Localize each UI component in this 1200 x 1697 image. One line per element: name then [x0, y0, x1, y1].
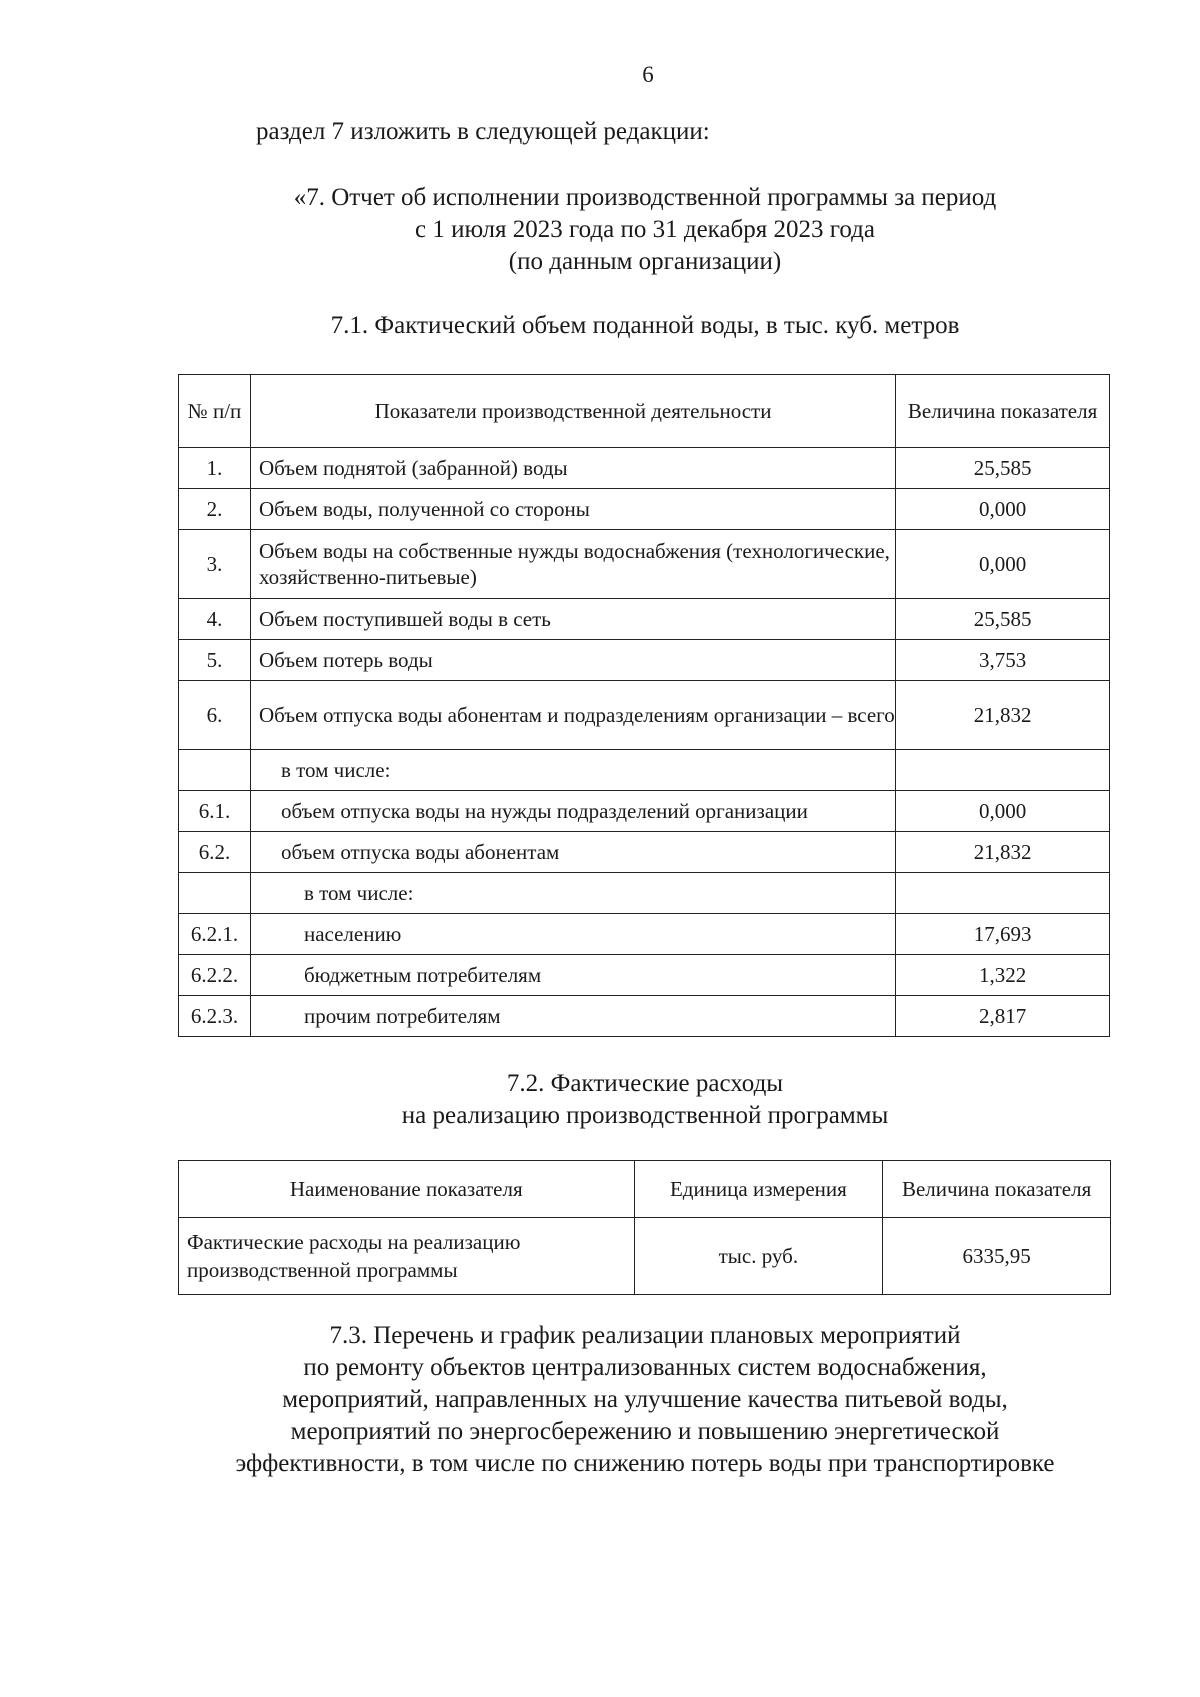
- row-value: 25,585: [896, 599, 1110, 640]
- table-row: [179, 996, 1110, 1037]
- intro-text: раздел 7 изложить в следующей редакции:: [256, 118, 710, 145]
- section-73-heading-line: эффективности, в том числе по снижению потерь воды при транспортировке: [235, 1450, 1055, 1477]
- row-num: 3.: [179, 530, 251, 599]
- row-num: [179, 873, 251, 914]
- row-num: 6.: [179, 681, 251, 750]
- table-row: [179, 873, 1110, 914]
- table-row: [179, 681, 1110, 750]
- row-name: бюджетным потребителям: [250, 955, 895, 996]
- row-name: Объем воды, полученной со стороны: [250, 489, 895, 530]
- row-value: 17,693: [896, 914, 1110, 955]
- row-value: 6335,95: [883, 1218, 1111, 1295]
- row-name: в том числе:: [250, 873, 895, 914]
- section-72-heading-line: 7.2. Фактические расходы: [506, 1070, 784, 1097]
- row-num: 6.2.2.: [179, 955, 251, 996]
- table-row: [179, 489, 1110, 530]
- header-value: Величина показателя: [896, 375, 1110, 448]
- row-value: 2,817: [896, 996, 1110, 1037]
- section-73-heading-line: мероприятий, направленных на улучшение качества питьевой воды,: [282, 1386, 1008, 1413]
- row-name: прочим потребителям: [250, 996, 895, 1037]
- header-indicator-name: Наименование показателя: [179, 1161, 635, 1218]
- row-name: в том числе:: [250, 750, 895, 791]
- row-name: Объем поступившей воды в сеть: [250, 599, 895, 640]
- table-row: [179, 750, 1110, 791]
- header-indicator: Показатели производственной деятельности: [250, 375, 895, 448]
- row-value: [896, 750, 1110, 791]
- row-value: 21,832: [896, 832, 1110, 873]
- row-num: 2.: [179, 489, 251, 530]
- row-value: 0,000: [896, 530, 1110, 599]
- header-num: № п/п: [179, 375, 251, 448]
- row-value: 3,753: [896, 640, 1110, 681]
- row-value: 21,832: [896, 681, 1110, 750]
- table-row: [179, 832, 1110, 873]
- row-num: 6.2.3.: [179, 996, 251, 1037]
- page-number: 6: [642, 62, 654, 87]
- row-num: 5.: [179, 640, 251, 681]
- expenses-table: [178, 1160, 1111, 1295]
- section-73-heading-line: по ремонту объектов централизованных систем водоснабжения,: [303, 1354, 987, 1381]
- section-72-heading-line: на реализацию производственной программы: [401, 1102, 889, 1129]
- row-name: Объем воды на собственные нужды водоснабжения (технологические, хозяйственно-питьевые): [250, 530, 895, 599]
- table-row: [179, 640, 1110, 681]
- table-row: [179, 914, 1110, 955]
- section-72-heading: [176, 1068, 1114, 1132]
- row-num: 1.: [179, 448, 251, 489]
- header-value: Величина показателя: [883, 1161, 1111, 1218]
- row-name: Объем отпуска воды абонентам и подразделениям организации – всего: [250, 681, 895, 750]
- report-title-line: «7. Отчет об исполнении производственной программы за период: [293, 184, 997, 211]
- report-title-line: (по данным организации): [508, 248, 782, 275]
- table-row: [179, 448, 1110, 489]
- row-name: Объем потерь воды: [250, 640, 895, 681]
- row-unit: тыс. руб.: [634, 1218, 883, 1295]
- row-name: объем отпуска воды на нужды подразделений организации: [250, 791, 895, 832]
- row-value: 0,000: [896, 791, 1110, 832]
- table-header-row: [179, 1161, 1111, 1218]
- row-name: объем отпуска воды абонентам: [250, 832, 895, 873]
- table-row: [179, 530, 1110, 599]
- table-header-row: [179, 375, 1110, 448]
- water-volume-table: [178, 374, 1110, 1037]
- row-name: Объем поднятой (забранной) воды: [250, 448, 895, 489]
- row-value: 1,322: [896, 955, 1110, 996]
- table-row: [179, 955, 1110, 996]
- section-73-heading-line: мероприятий по энергосбережению и повышению энергетической: [290, 1418, 1000, 1445]
- row-num: 6.2.: [179, 832, 251, 873]
- table-row: [179, 599, 1110, 640]
- row-num: [179, 750, 251, 791]
- row-value: 0,000: [896, 489, 1110, 530]
- header-unit: Единица измерения: [634, 1161, 883, 1218]
- row-value: 25,585: [896, 448, 1110, 489]
- row-num: 6.1.: [179, 791, 251, 832]
- section-71-heading: 7.1. Фактический объем поданной воды, в тыс. куб. метров: [330, 312, 960, 339]
- report-title: [176, 182, 1114, 278]
- row-num: 4.: [179, 599, 251, 640]
- row-value: [896, 873, 1110, 914]
- row-name: Фактические расходы на реализацию производственной программы: [179, 1218, 635, 1295]
- row-num: 6.2.1.: [179, 914, 251, 955]
- table-row: [179, 1218, 1111, 1295]
- row-name: населению: [250, 914, 895, 955]
- section-73-heading: [176, 1320, 1114, 1480]
- section-73-heading-line: 7.3. Перечень и график реализации плановых мероприятий: [329, 1322, 961, 1349]
- table-row: [179, 791, 1110, 832]
- report-title-line: с 1 июля 2023 года по 31 декабря 2023 года: [415, 216, 875, 243]
